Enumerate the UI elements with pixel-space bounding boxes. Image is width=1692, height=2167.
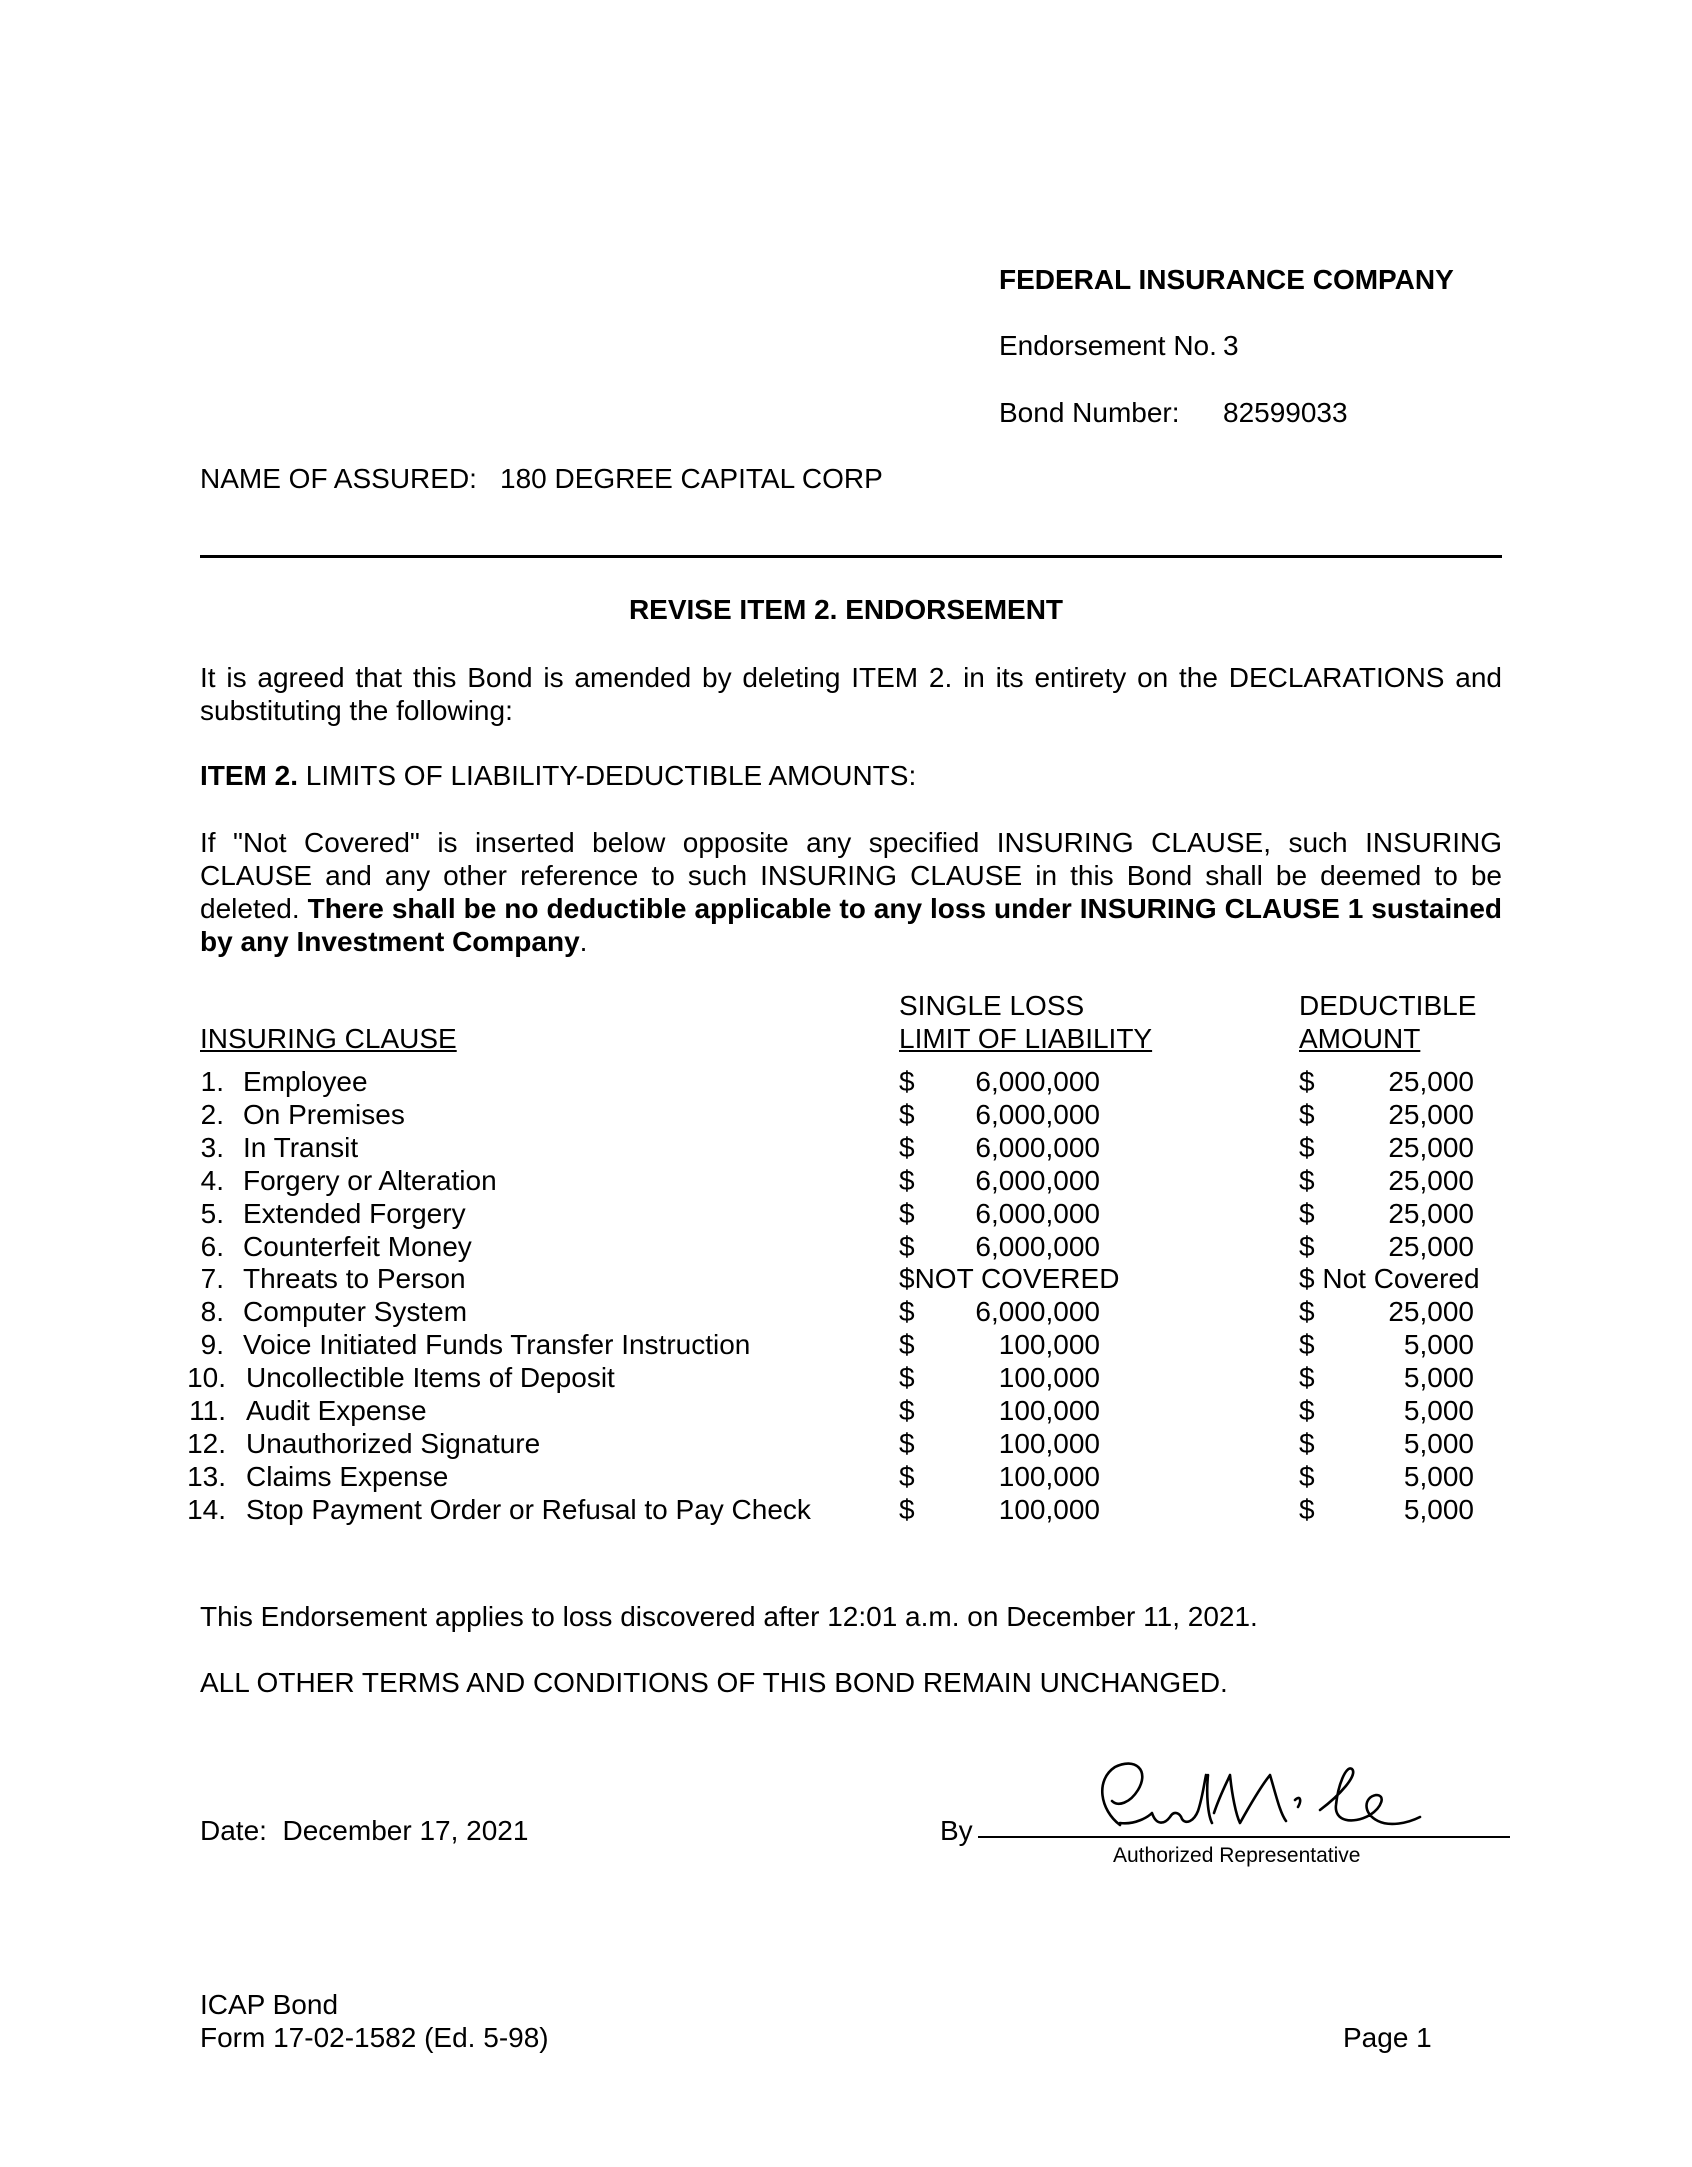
row-deductible-sign: $ (1299, 1460, 1315, 1492)
row-deductible-sign: $ (1299, 1395, 1315, 1426)
header-divider (200, 555, 1502, 558)
row-limit-value: 100,000 (998, 1460, 1100, 1492)
notice-bold: There shall be no deductible applicable to any loss under INSURING CLAUSE 1 sustained by any Investment Company (200, 893, 1502, 957)
date-label: Date: (200, 1815, 267, 1846)
row-deductible-value: 25,000 (1388, 1230, 1474, 1262)
row-number: 13. (187, 1460, 226, 1492)
row-number: 1. (200, 1066, 224, 1097)
limit-header-line1: SINGLE LOSS (899, 990, 1085, 1021)
row-limit-sign: $ (899, 1460, 915, 1492)
assured-name: 180 DEGREE CAPITAL CORP (500, 463, 883, 494)
row-number: 2. (200, 1098, 224, 1130)
row-limit-value: 100,000 (998, 1395, 1100, 1426)
row-deductible-value: 5,000 (1403, 1493, 1474, 1525)
applies-statement: This Endorsement applies to loss discovered after 12:01 a.m. on December 11, 2021. (200, 1601, 1258, 1632)
date-value: December 17, 2021 (282, 1815, 529, 1846)
company-name: FEDERAL INSURANCE COMPANY (999, 264, 1454, 295)
table-row (0, 1461, 1692, 1494)
table-row (0, 1329, 1692, 1362)
unchanged-statement: ALL OTHER TERMS AND CONDITIONS OF THIS BOND REMAIN UNCHANGED. (200, 1667, 1228, 1698)
notice-end: . (579, 926, 588, 957)
bond-number: 82599033 (1223, 397, 1348, 428)
row-deductible-sign: $ (1299, 1230, 1315, 1262)
row-clause: Uncollectible Items of Deposit (246, 1362, 615, 1394)
row-limit-value: 6,000,000 (975, 1164, 1100, 1196)
row-deductible-sign: $ Not Covered (1299, 1263, 1480, 1295)
row-deductible-value: 25,000 (1388, 1197, 1474, 1229)
row-limit-value: 6,000,000 (975, 1197, 1100, 1229)
table-row (0, 1198, 1692, 1231)
row-limit-sign: $ (899, 1395, 915, 1426)
item2-heading (200, 760, 916, 792)
row-deductible-sign: $ (1299, 1493, 1315, 1525)
row-deductible-sign: $ (1299, 1296, 1315, 1328)
table-row (0, 1066, 1692, 1099)
row-limit-value: 100,000 (998, 1493, 1100, 1525)
row-deductible-sign: $ (1299, 1066, 1315, 1097)
row-clause: On Premises (243, 1098, 405, 1130)
row-number: 9. (200, 1329, 224, 1361)
limit-header-line2: LIMIT OF LIABILITY (899, 1023, 1153, 1054)
row-clause: Stop Payment Order or Refusal to Pay Check (246, 1493, 811, 1525)
row-deductible-sign: $ (1299, 1197, 1315, 1229)
row-deductible-value: 25,000 (1388, 1098, 1474, 1130)
row-limit-value: 6,000,000 (975, 1066, 1100, 1097)
row-deductible-value: 25,000 (1388, 1296, 1474, 1328)
row-deductible-value: 5,000 (1403, 1329, 1474, 1361)
table-row (0, 1263, 1692, 1296)
notice-paragraph (200, 826, 1502, 958)
by-label: By (940, 1815, 973, 1846)
deductible-header-line1: DEDUCTIBLE (1299, 990, 1477, 1021)
endorsement-label: Endorsement No. (999, 330, 1217, 361)
row-limit-sign: $ (899, 1131, 915, 1163)
intro-paragraph: It is agreed that this Bond is amended by deleting ITEM 2. in its entirety on the DECLARATIONS and substituting the following: (200, 662, 1502, 726)
deductible-header-line2: AMOUNT (1299, 1023, 1421, 1054)
row-clause: Forgery or Alteration (243, 1164, 497, 1196)
row-deductible-sign: $ (1299, 1131, 1315, 1163)
table-row (0, 1165, 1692, 1198)
row-deductible-sign: $ (1299, 1098, 1315, 1130)
row-limit-value: 100,000 (998, 1329, 1100, 1361)
row-limit-sign: $ (899, 1362, 915, 1394)
insuring-clause-header: INSURING CLAUSE (200, 1023, 457, 1054)
row-number: 4. (200, 1164, 224, 1196)
row-clause: Employee (243, 1066, 368, 1097)
row-limit-sign: $ (899, 1098, 915, 1130)
row-deductible-value: 25,000 (1388, 1066, 1474, 1097)
page-number: Page 1 (1343, 2022, 1432, 2053)
row-clause: In Transit (243, 1131, 359, 1163)
endorsement-number: 3 (1223, 330, 1239, 361)
table-row (0, 1428, 1692, 1461)
row-limit-sign: $ (899, 1230, 915, 1262)
row-limit-sign: $NOT COVERED (899, 1263, 1120, 1295)
table-row (0, 1494, 1692, 1527)
assured-label: NAME OF ASSURED: (200, 463, 477, 494)
row-number: 14. (187, 1493, 226, 1525)
row-number: 6. (200, 1230, 224, 1262)
row-deductible-sign: $ (1299, 1362, 1315, 1394)
row-deductible-sign: $ (1299, 1164, 1315, 1196)
row-limit-sign: $ (899, 1493, 915, 1525)
row-limit-sign: $ (899, 1329, 915, 1361)
row-clause: Computer System (243, 1296, 468, 1328)
row-deductible-value: 25,000 (1388, 1131, 1474, 1163)
row-deductible-value: 5,000 (1403, 1362, 1474, 1394)
row-limit-value: 6,000,000 (975, 1230, 1100, 1262)
table-row (0, 1362, 1692, 1395)
row-limit-value: 100,000 (998, 1362, 1100, 1394)
endorsement-title: REVISE ITEM 2. ENDORSEMENT (628, 594, 1064, 625)
row-clause: Extended Forgery (243, 1197, 466, 1229)
notice-plain: If "Not Covered" is inserted below opposite any specified INSURING CLAUSE, such INSURING CLAUSE and any other reference to such INSURING CLAUSE in this Bond shall be deemed to be deleted. (200, 827, 1502, 924)
table-row (0, 1231, 1692, 1264)
form-number: Form 17-02-1582 (Ed. 5-98) (200, 2022, 549, 2053)
row-number: 10. (187, 1362, 226, 1394)
signature-line (978, 1836, 1510, 1838)
row-clause: Threats to Person (243, 1263, 466, 1295)
form-name: ICAP Bond (200, 1989, 339, 2020)
date-line (200, 1815, 528, 1847)
authorized-rep-label: Authorized Representative (1113, 1844, 1361, 1867)
row-deductible-value: 25,000 (1388, 1164, 1474, 1196)
row-clause: Voice Initiated Funds Transfer Instruction (243, 1329, 751, 1361)
row-clause: Audit Expense (246, 1395, 427, 1426)
row-limit-value: 6,000,000 (975, 1098, 1100, 1130)
row-deductible-value: 5,000 (1403, 1395, 1474, 1426)
row-limit-value: 6,000,000 (975, 1296, 1100, 1328)
row-limit-value: 6,000,000 (975, 1131, 1100, 1163)
row-number: 5. (200, 1197, 224, 1229)
row-deductible-sign: $ (1299, 1427, 1315, 1459)
row-deductible-value: 5,000 (1403, 1460, 1474, 1492)
row-number: 12. (187, 1427, 226, 1459)
row-clause: Unauthorized Signature (246, 1427, 541, 1459)
row-limit-sign: $ (899, 1296, 915, 1328)
table-row (0, 1395, 1692, 1428)
row-number: 3. (200, 1131, 224, 1163)
item2-label: ITEM 2. (200, 760, 299, 791)
row-deductible-value: 5,000 (1403, 1427, 1474, 1459)
item2-text: LIMITS OF LIABILITY-DEDUCTIBLE AMOUNTS: (298, 760, 917, 791)
row-clause: Counterfeit Money (243, 1230, 472, 1262)
table-row (0, 1296, 1692, 1329)
row-limit-sign: $ (899, 1066, 915, 1097)
row-deductible-sign: $ (1299, 1329, 1315, 1361)
table-row (0, 1099, 1692, 1132)
row-number: 7. (200, 1263, 224, 1295)
table-row (0, 1132, 1692, 1165)
row-limit-sign: $ (899, 1197, 915, 1229)
row-limit-value: 100,000 (998, 1427, 1100, 1459)
bond-number-label: Bond Number: (999, 397, 1180, 428)
row-limit-sign: $ (899, 1164, 915, 1196)
row-clause: Claims Expense (246, 1460, 449, 1492)
row-limit-sign: $ (899, 1427, 915, 1459)
row-number: 8. (200, 1296, 224, 1328)
row-number: 11. (189, 1395, 226, 1426)
